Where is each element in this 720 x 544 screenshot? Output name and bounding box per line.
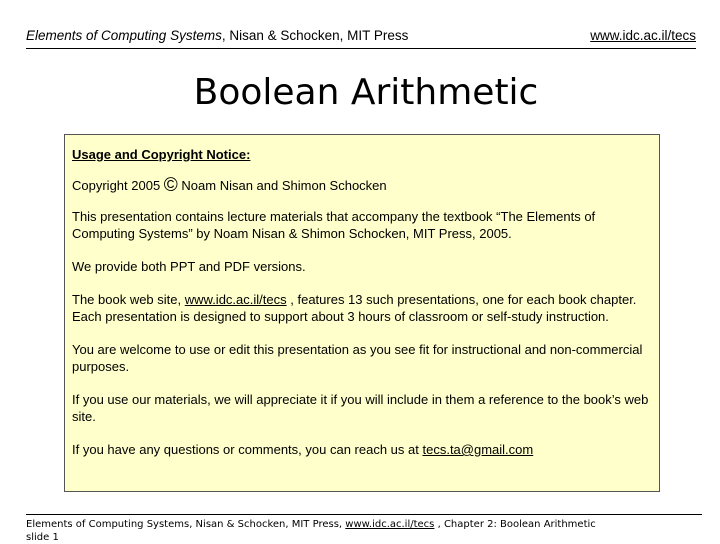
contact-prefix: If you have any questions or comments, you can reach us at <box>72 442 419 457</box>
copyright-notice-box <box>64 134 660 492</box>
copyright-holders: Noam Nisan and Shimon Schocken <box>181 178 387 193</box>
footer-slide-number: slide 1 <box>26 532 59 543</box>
paragraph-website <box>72 291 651 325</box>
website-link[interactable]: www.idc.ac.il/tecs <box>184 292 287 307</box>
website-prefix: The book web site, <box>72 292 182 307</box>
paragraph-usage: You are welcome to use or edit this presentation as you see fit for instructional and non-commercial purposes. <box>72 342 643 374</box>
slide-header <box>26 26 696 49</box>
footer-prefix: Elements of Computing Systems, Nisan & Schocken, MIT Press, <box>26 519 343 530</box>
footer-chapter: , Chapter 2: Boolean Arithmetic <box>437 519 596 530</box>
header-book-authors: , Nisan & Schocken, MIT Press <box>221 28 409 43</box>
header-book-title: Elements of Computing Systems <box>26 28 222 43</box>
copyright-symbol: © <box>163 175 178 196</box>
footer-url-link[interactable]: www.idc.ac.il/tecs <box>345 519 435 530</box>
paragraph-reference: If you use our materials, we will appreciate it if you will include in them a reference to the book’s web site. <box>72 392 649 424</box>
notice-heading: Usage and Copyright Notice: <box>72 147 251 162</box>
copyright-line <box>72 177 651 194</box>
copyright-prefix: Copyright 2005 <box>72 178 161 193</box>
slide-title: Boolean Arithmetic <box>193 72 539 113</box>
paragraph-contact <box>72 441 651 458</box>
paragraph-textbook: This presentation contains lecture materials that accompany the textbook “The Elements of Computing Systems” by Noam Nisan & Shimon Schocken, MIT Press, 2005. <box>72 209 596 241</box>
header-citation <box>26 27 408 45</box>
website-suffix: , features 13 such presentations, one for each book chapter. Each presentation is designed to support about 3 hours of classroom or self-study instruction. <box>72 292 637 324</box>
header-url-link[interactable]: www.idc.ac.il/tecs <box>590 28 696 43</box>
contact-email-link[interactable]: tecs.ta@gmail.com <box>422 442 534 457</box>
paragraph-versions: We provide both PPT and PDF versions. <box>72 259 306 274</box>
